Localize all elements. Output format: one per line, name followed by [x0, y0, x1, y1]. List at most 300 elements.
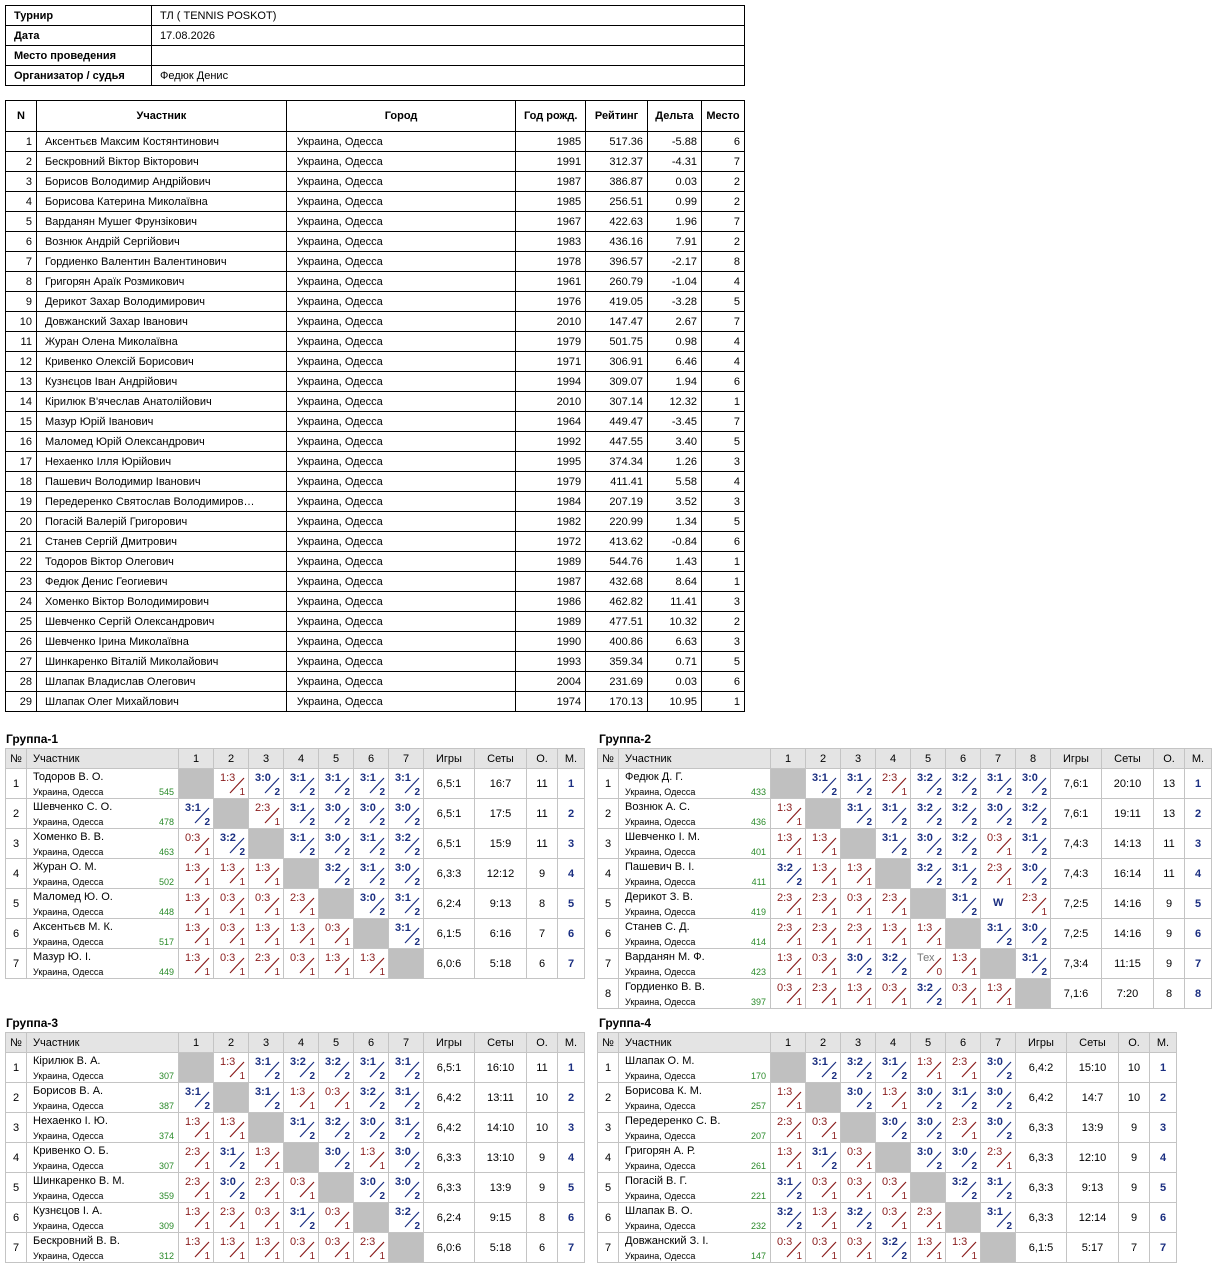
score-sets: 3:0 [220, 1176, 236, 1188]
match-score [179, 1203, 213, 1232]
score-sets: 3:1 [255, 1056, 271, 1068]
score-sets: 1:3 [255, 1236, 271, 1248]
score-cell [911, 1143, 946, 1173]
score-cell [946, 1233, 981, 1263]
player-name: Борисов В. А. [33, 1085, 104, 1097]
score-cell [841, 949, 876, 979]
score-cell [284, 949, 319, 979]
match-score [354, 1083, 388, 1112]
score-points: 1 [901, 1221, 907, 1232]
participant-name: Довжанский Захар Іванович [36, 312, 286, 332]
match-score [214, 1113, 248, 1142]
player-city: Украина, Одесса [625, 1131, 696, 1141]
self-cell [389, 949, 424, 979]
match-score [284, 889, 318, 918]
match-score [876, 1113, 910, 1142]
match-score [249, 1143, 283, 1172]
participant-rating: 419.05 [586, 292, 648, 312]
score-cell [214, 1203, 249, 1233]
match-score [179, 1113, 213, 1142]
self-cell [911, 1173, 946, 1203]
score-sets: 3:2 [847, 1056, 863, 1068]
match-score [841, 1173, 875, 1202]
player-name: Маломед Ю. О. [33, 891, 113, 903]
place-cell: 2 [1150, 1083, 1177, 1113]
score-points: 1 [831, 1131, 837, 1142]
match-score [946, 979, 980, 1008]
participant-rating: 411.41 [586, 472, 648, 492]
score-cell [771, 1143, 806, 1173]
score-points: 2 [204, 817, 210, 828]
score-sets: 0:3 [987, 832, 1003, 844]
match-score [179, 1173, 213, 1202]
participant-city: Украина, Одесса [286, 312, 515, 332]
player-rating: 545 [158, 787, 174, 797]
match-score [1016, 799, 1050, 828]
score-sets: 0:3 [325, 1236, 341, 1248]
player-cell [27, 1113, 179, 1143]
match-score [284, 1233, 318, 1262]
self-cell [771, 769, 806, 799]
score-points: 2 [414, 907, 420, 918]
player-cell [619, 1053, 771, 1083]
score-cell [249, 1143, 284, 1173]
participant-delta: 1.34 [648, 512, 702, 532]
participant-place: 2 [701, 612, 744, 632]
match-score [806, 769, 840, 798]
score-sets: 3:1 [952, 862, 968, 874]
participant-place: 4 [701, 272, 744, 292]
match-score [946, 889, 980, 918]
participant-row [6, 212, 745, 232]
participant-city: Украина, Одесса [286, 332, 515, 352]
participant-birth-year: 1964 [516, 412, 586, 432]
header-games: Игры [1051, 749, 1102, 769]
group-3-table [5, 1032, 585, 1263]
participant-row [6, 612, 745, 632]
player-rating: 502 [158, 877, 174, 887]
score-sets: 1:3 [987, 982, 1003, 994]
score-points: 2 [414, 1191, 420, 1202]
score-cell [179, 1143, 214, 1173]
player-cell [619, 1083, 771, 1113]
score-points: 2 [344, 787, 350, 798]
score-sets: 3:1 [987, 1176, 1003, 1188]
score-sets: 0:3 [882, 1206, 898, 1218]
match-score [876, 769, 910, 798]
match-score [876, 829, 910, 858]
score-sets: 3:2 [882, 1236, 898, 1248]
player-rating: 414 [750, 937, 766, 947]
group-4-title: Группа-4 [599, 1016, 652, 1030]
participant-row [6, 412, 745, 432]
sets-cell: 5:18 [475, 949, 527, 979]
score-cell [249, 1053, 284, 1083]
score-cell [946, 829, 981, 859]
score-cell [911, 949, 946, 979]
score-points: 2 [1041, 877, 1047, 888]
header-points: О. [1119, 1033, 1150, 1053]
column-header: Участник [36, 101, 286, 132]
score-sets: 1:3 [220, 862, 236, 874]
match-score [911, 829, 945, 858]
score-cell [249, 1173, 284, 1203]
player-city: Украина, Одесса [625, 937, 696, 947]
match-score [806, 859, 840, 888]
score-cell [389, 889, 424, 919]
row-number: 7 [6, 949, 27, 979]
participant-name: Григорян Араїк Розмикович [36, 272, 286, 292]
match-score [249, 1203, 283, 1232]
match-score [876, 949, 910, 978]
score-sets: 0:3 [847, 1146, 863, 1158]
score-sets: 3:2 [882, 952, 898, 964]
participant-number: 15 [6, 412, 37, 432]
score-points: 1 [309, 1191, 315, 1202]
walkover-score [981, 889, 1015, 918]
participant-row [6, 132, 745, 152]
participant-city: Украина, Одесса [286, 552, 515, 572]
score-points: 2 [309, 1221, 315, 1232]
match-score [389, 799, 423, 828]
match-score [981, 799, 1015, 828]
place-cell: 2 [558, 1083, 585, 1113]
place-cell: 3 [558, 829, 585, 859]
self-cell [179, 769, 214, 799]
participant-number: 8 [6, 272, 37, 292]
score-cell [841, 769, 876, 799]
score-cell [354, 889, 389, 919]
score-sets: 3:1 [220, 1146, 236, 1158]
group-row [598, 949, 1212, 979]
match-score [179, 829, 213, 858]
player-cell [619, 979, 771, 1009]
player-rating: 411 [751, 877, 766, 887]
place-cell: 2 [558, 799, 585, 829]
header-place: М. [558, 1033, 585, 1053]
header-points: О. [1154, 749, 1185, 769]
match-score [946, 1053, 980, 1082]
score-points: 2 [1006, 1071, 1012, 1082]
match-score [876, 919, 910, 948]
participant-row [6, 672, 745, 692]
match-score [354, 1233, 388, 1262]
score-points: 1 [239, 1131, 245, 1142]
score-points: 1 [274, 1221, 280, 1232]
score-cell [389, 769, 424, 799]
score-sets: 3:2 [847, 1206, 863, 1218]
score-sets: 1:3 [812, 1206, 828, 1218]
score-sets: 3:1 [812, 772, 828, 784]
match-score [389, 769, 423, 798]
participant-name: Кривенко Олексій Борисович [36, 352, 286, 372]
score-sets: 3:1 [185, 1086, 201, 1098]
score-points: 1 [274, 817, 280, 828]
score-cell [946, 1053, 981, 1083]
participant-delta: 3.52 [648, 492, 702, 512]
player-name: Федюк Д. Г. [625, 771, 684, 783]
match-score [354, 949, 388, 978]
match-score [911, 1113, 945, 1142]
player-cell [619, 769, 771, 799]
match-score [1016, 769, 1050, 798]
row-number: 7 [598, 1233, 619, 1263]
score-points: 2 [796, 1191, 802, 1202]
score-points: 2 [379, 847, 385, 858]
row-number: 7 [6, 1233, 27, 1263]
match-score [1016, 949, 1050, 978]
participant-delta: 3.40 [648, 432, 702, 452]
score-sets: 1:3 [220, 1116, 236, 1128]
header-points: О. [527, 1033, 558, 1053]
score-sets: 1:3 [185, 862, 201, 874]
participant-row [6, 352, 745, 372]
score-sets: 3:0 [360, 1176, 376, 1188]
participant-place: 4 [701, 352, 744, 372]
match-score [841, 1203, 875, 1232]
player-name: Хоменко В. В. [33, 831, 105, 843]
score-points: 1 [379, 1251, 385, 1262]
participant-row [6, 392, 745, 412]
score-cell [214, 1113, 249, 1143]
match-score [876, 1053, 910, 1082]
header-opponent: 6 [354, 1033, 389, 1053]
match-score [771, 1233, 805, 1262]
score-cell [806, 1143, 841, 1173]
score-sets: 3:1 [847, 772, 863, 784]
participant-number: 6 [6, 232, 37, 252]
match-score [179, 799, 213, 828]
score-cell [354, 799, 389, 829]
score-points: 1 [796, 937, 802, 948]
participant-delta: 6.46 [648, 352, 702, 372]
score-points: 2 [414, 937, 420, 948]
games-cell: 6,4:2 [1016, 1083, 1067, 1113]
score-sets: 3:0 [395, 862, 411, 874]
score-sets: 1:3 [360, 952, 376, 964]
participant-delta: 11.41 [648, 592, 702, 612]
score-points: 2 [936, 1131, 942, 1142]
group-row [598, 919, 1212, 949]
score-points: 1 [204, 1131, 210, 1142]
participant-rating: 544.76 [586, 552, 648, 572]
participant-birth-year: 2010 [516, 392, 586, 412]
self-cell [946, 919, 981, 949]
games-cell: 6,3:3 [1016, 1173, 1067, 1203]
score-sets: 0:3 [325, 922, 341, 934]
match-score [354, 1143, 388, 1172]
group-row [6, 1173, 585, 1203]
header-opponent: 2 [806, 1033, 841, 1053]
participant-birth-year: 1971 [516, 352, 586, 372]
place-cell: 1 [1185, 769, 1212, 799]
player-cell [619, 829, 771, 859]
match-score [284, 949, 318, 978]
score-sets: 2:3 [917, 1206, 933, 1218]
match-score [806, 919, 840, 948]
points-cell: 10 [1119, 1053, 1150, 1083]
match-score [771, 889, 805, 918]
score-points: 1 [901, 787, 907, 798]
score-cell [1016, 769, 1051, 799]
player-rating: 147 [750, 1251, 766, 1261]
participant-place: 3 [701, 592, 744, 612]
match-score [876, 799, 910, 828]
group-row [6, 859, 585, 889]
participant-name: Шлапак Олег Михайлович [36, 692, 286, 712]
score-cell [214, 859, 249, 889]
player-rating: 309 [158, 1221, 174, 1231]
participant-city: Украина, Одесса [286, 452, 515, 472]
score-cell [284, 1113, 319, 1143]
score-cell [389, 829, 424, 859]
score-cell [876, 769, 911, 799]
score-cell [806, 829, 841, 859]
self-cell [911, 889, 946, 919]
score-cell [876, 829, 911, 859]
participant-rating: 309.07 [586, 372, 648, 392]
player-rating: 517 [158, 937, 174, 947]
score-sets: 3:1 [395, 1116, 411, 1128]
participant-birth-year: 1985 [516, 132, 586, 152]
participant-name: Погасій Валерій Григорович [36, 512, 286, 532]
match-score [771, 919, 805, 948]
score-sets: 3:1 [290, 1116, 306, 1128]
match-score [319, 919, 353, 948]
player-cell [27, 1143, 179, 1173]
score-sets: 3:0 [847, 952, 863, 964]
score-points: 1 [796, 1251, 802, 1262]
score-cell [981, 979, 1016, 1009]
match-score [284, 1203, 318, 1232]
score-sets: 3:1 [1022, 952, 1038, 964]
match-score [389, 859, 423, 888]
score-cell [354, 1233, 389, 1263]
score-sets: 3:1 [360, 1056, 376, 1068]
score-sets: 3:0 [882, 1116, 898, 1128]
score-cell [284, 919, 319, 949]
participant-place: 2 [701, 192, 744, 212]
header-opponent: 3 [841, 1033, 876, 1053]
group-row [598, 1053, 1177, 1083]
participant-delta: 1.43 [648, 552, 702, 572]
match-score [841, 799, 875, 828]
place-cell: 1 [1150, 1053, 1177, 1083]
score-sets: 2:3 [185, 1146, 201, 1158]
score-sets: 3:2 [777, 862, 793, 874]
match-score [214, 1233, 248, 1262]
participant-birth-year: 1987 [516, 172, 586, 192]
header-opponent: 7 [389, 1033, 424, 1053]
match-score [1016, 829, 1050, 858]
match-score [981, 769, 1015, 798]
score-cell [179, 1173, 214, 1203]
score-cell [354, 1173, 389, 1203]
self-cell [354, 1203, 389, 1233]
column-header: N [6, 101, 37, 132]
score-points: 2 [971, 1101, 977, 1112]
score-cell [876, 919, 911, 949]
group-row [6, 799, 585, 829]
score-sets: 1:3 [847, 862, 863, 874]
place-cell: 4 [558, 1143, 585, 1173]
participant-birth-year: 1982 [516, 512, 586, 532]
place-cell: 4 [1185, 859, 1212, 889]
player-cell [27, 769, 179, 799]
score-cell [214, 1173, 249, 1203]
group-row [6, 1053, 585, 1083]
score-cell [876, 799, 911, 829]
score-cell [946, 1113, 981, 1143]
score-sets: 2:3 [952, 1116, 968, 1128]
score-points: 1 [796, 1131, 802, 1142]
games-cell: 6,3:3 [1016, 1143, 1067, 1173]
participant-number: 14 [6, 392, 37, 412]
player-name: Вознюк А. С. [625, 801, 691, 813]
score-points: 1 [831, 937, 837, 948]
score-cell [214, 769, 249, 799]
score-points: 2 [414, 817, 420, 828]
group-row [6, 1233, 585, 1263]
match-score [771, 1113, 805, 1142]
points-cell: 9 [1154, 949, 1185, 979]
score-sets: 0:3 [777, 982, 793, 994]
score-points: 2 [1006, 937, 1012, 948]
score-points: 1 [274, 877, 280, 888]
header-opponent: 1 [771, 1033, 806, 1053]
player-city: Украина, Одесса [625, 787, 696, 797]
match-score [841, 919, 875, 948]
points-cell: 13 [1154, 769, 1185, 799]
score-sets: 3:1 [185, 802, 201, 814]
score-cell [249, 949, 284, 979]
score-points: 1 [204, 937, 210, 948]
score-cell [1016, 889, 1051, 919]
group-2-title: Группа-2 [599, 732, 652, 746]
score-cell [771, 919, 806, 949]
group-header-row [6, 1033, 585, 1053]
score-sets: 3:1 [395, 772, 411, 784]
player-cell [27, 1203, 179, 1233]
games-cell: 6,3:3 [1016, 1113, 1067, 1143]
participant-rating: 517.36 [586, 132, 648, 152]
score-sets: 1:3 [882, 922, 898, 934]
score-sets: 0:3 [255, 892, 271, 904]
score-cell [284, 1233, 319, 1263]
match-score [389, 1203, 423, 1232]
score-cell [806, 919, 841, 949]
place-cell: 7 [558, 949, 585, 979]
participant-delta: 6.63 [648, 632, 702, 652]
score-sets: 1:3 [185, 1116, 201, 1128]
score-sets: 1:3 [185, 922, 201, 934]
header-player: Участник [27, 749, 179, 769]
match-score [981, 1113, 1015, 1142]
score-cell [319, 1143, 354, 1173]
participant-birth-year: 1989 [516, 612, 586, 632]
score-cell [214, 919, 249, 949]
score-cell [354, 1053, 389, 1083]
info-row [6, 26, 745, 46]
score-points: 2 [831, 1161, 837, 1172]
match-score [841, 1233, 875, 1262]
score-points: 2 [866, 817, 872, 828]
header-opponent: 5 [319, 1033, 354, 1053]
score-points: 2 [204, 1101, 210, 1112]
score-cell [249, 1083, 284, 1113]
place-cell: 6 [558, 1203, 585, 1233]
score-main: W [993, 897, 1004, 909]
